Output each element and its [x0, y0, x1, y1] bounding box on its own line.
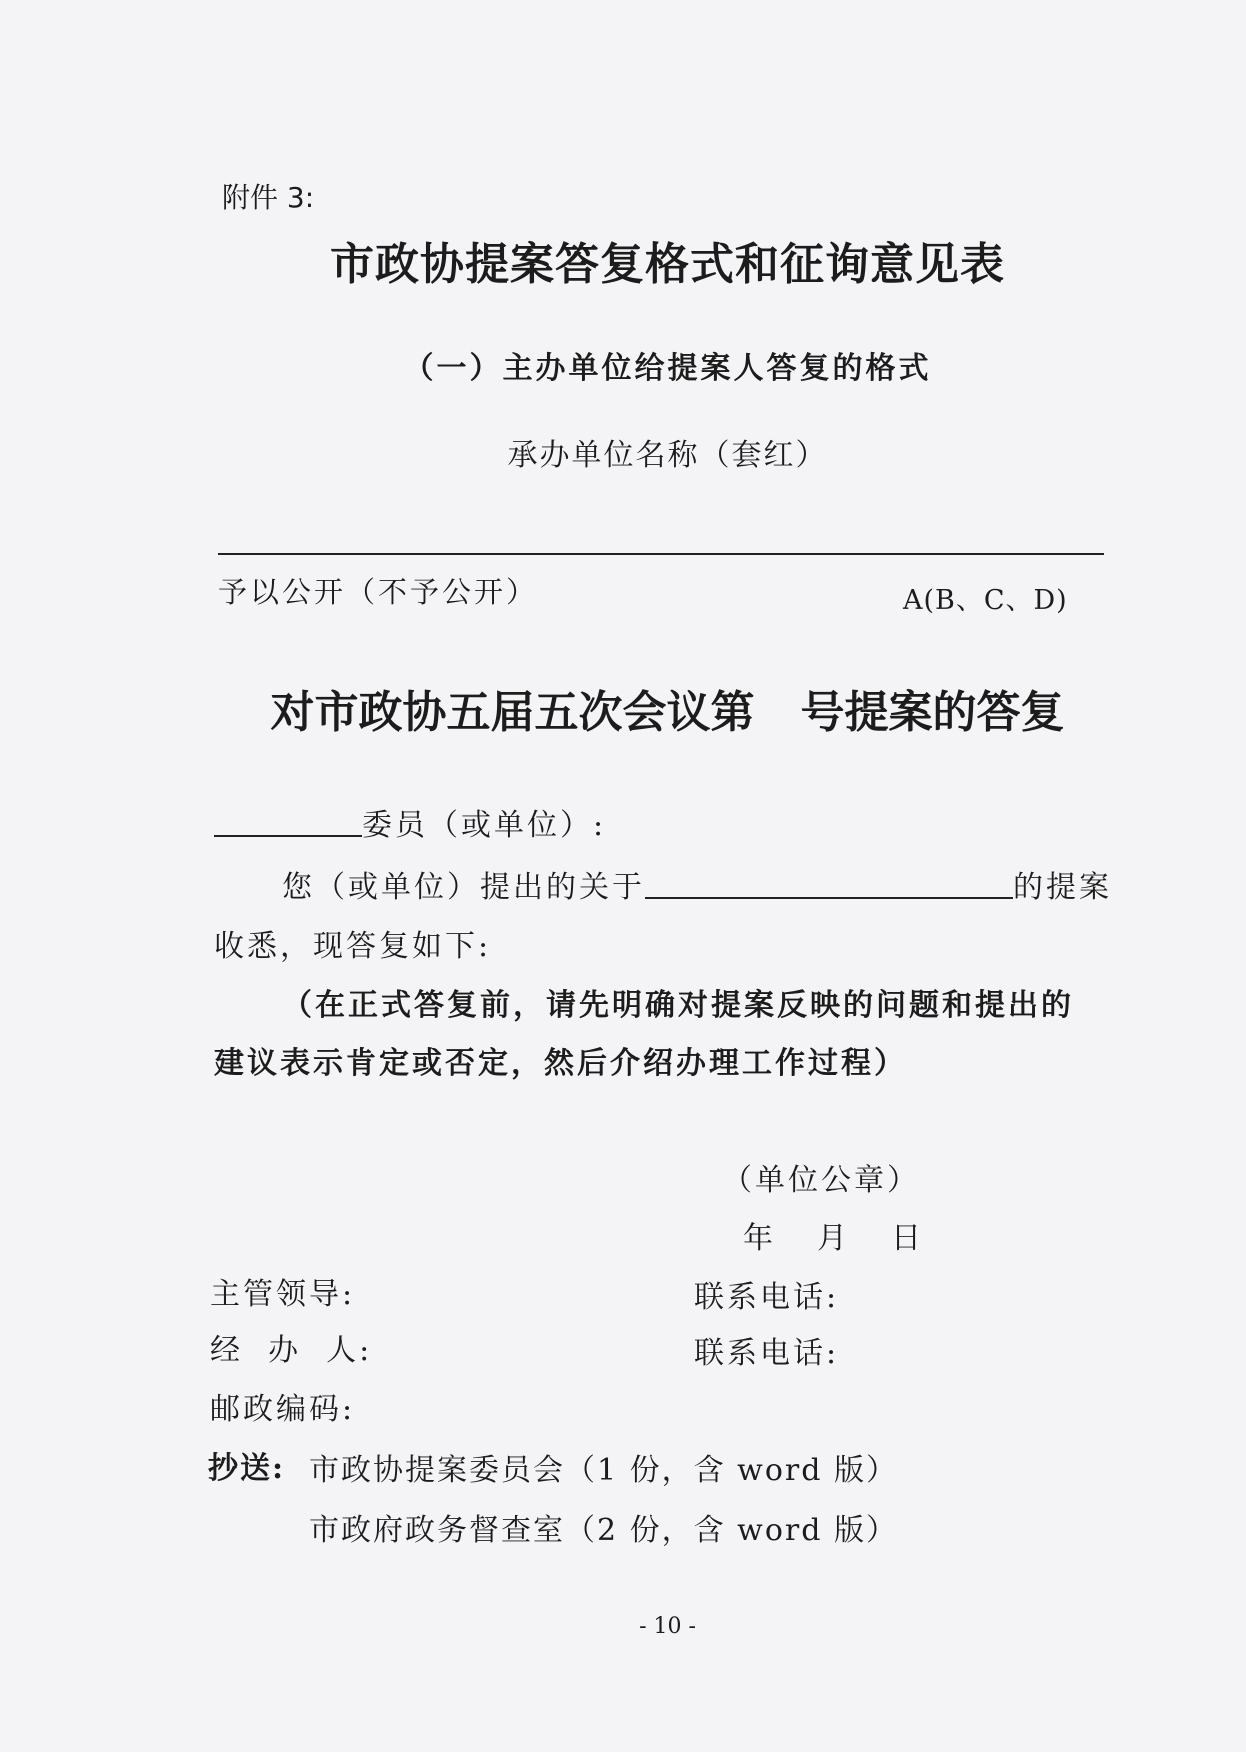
unit-name-header: 承办单位名称（套红） [507, 438, 828, 473]
page-number: - 10 - [639, 1614, 696, 1639]
grade-code: A(B、C、D) [903, 585, 1068, 616]
cc-label: 抄送: [208, 1451, 286, 1486]
date-month: 月 [817, 1221, 847, 1256]
body-line1-suffix: 的提案 [1013, 870, 1112, 905]
recipient-blank[interactable] [214, 805, 362, 837]
handler-field: 经 办 人: [210, 1333, 373, 1368]
reply-title [0, 676, 1246, 740]
unit-seal-placeholder: （单位公章） [722, 1163, 920, 1198]
header-divider [218, 553, 1104, 555]
document-title: 市政协提案答复格式和征询意见表 [330, 239, 1005, 290]
section-subtitle: （一）主办单位给提案人答复的格式 [403, 351, 932, 386]
salutation-suffix: 委员（或单位）: [362, 808, 607, 843]
date-line [743, 1213, 965, 1257]
reply-title-part1: 对市政协五届五次会议第 [270, 687, 755, 738]
cc-recipient-1: 市政协提案委员会（1 份，含 word 版） [309, 1453, 898, 1488]
leader-field: 主管领导: [210, 1277, 356, 1312]
cc-recipient-2: 市政府政务督查室（2 份，含 word 版） [309, 1513, 898, 1548]
date-day: 日 [891, 1221, 921, 1256]
instruction-line-1: （在正式答复前，请先明确对提案反映的问题和提出的 [282, 988, 1074, 1023]
body-line-2: 收悉，现答复如下: [214, 929, 492, 964]
disclosure-status: 予以公开（不予公开） [218, 575, 539, 609]
phone-field-2: 联系电话: [694, 1336, 840, 1371]
attachment-label: 附件 3: [222, 181, 315, 214]
postcode-field: 邮政编码: [210, 1392, 356, 1427]
body-line1-prefix: 您（或单位）提出的关于 [282, 870, 645, 905]
salutation [214, 800, 606, 844]
phone-field-1: 联系电话: [694, 1280, 840, 1315]
date-year: 年 [743, 1221, 773, 1256]
reply-title-part2: 号提案的答复 [800, 687, 1065, 738]
instruction-line-2: 建议表示肯定或否定，然后介绍办理工作过程） [214, 1046, 907, 1081]
proposal-subject-blank[interactable] [645, 867, 1013, 899]
body-line-1 [282, 862, 1112, 906]
